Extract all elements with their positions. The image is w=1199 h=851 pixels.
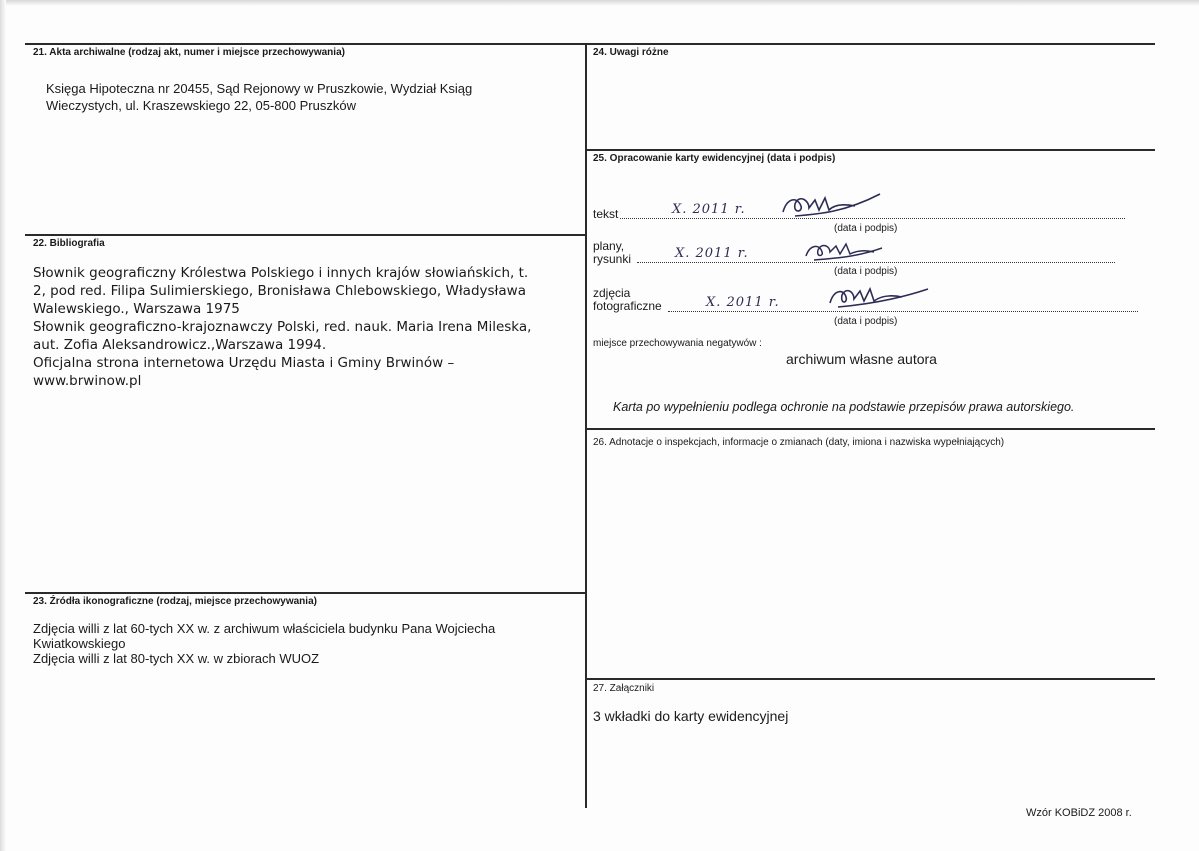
section-26-header: 26. Adnotacje o inspekcjach, informacje o zmianach (daty, imiona i nazwiska wypełniających) bbox=[593, 437, 1005, 448]
negatives-location-value: archiwum własne autora bbox=[786, 351, 937, 367]
scan-edge-left bbox=[0, 0, 6, 851]
negatives-location-label: miejsce przechowywania negatywów : bbox=[593, 338, 762, 349]
sig-row-plans-date: X. 2011 r. bbox=[675, 246, 749, 261]
sig-row-photos-sub: (data i podpis) bbox=[834, 316, 898, 327]
section-27-header: 27. Załączniki bbox=[593, 683, 655, 694]
section-22-header: 22. Bibliografia bbox=[33, 238, 105, 249]
section-22-text: Słownik geograficzny Królestwa Polskiego i innych krajów słowiańskich, t. 2, pod red. Filipa Sulimierskiego, Bronisława Chlebowskiego, Władysława Walewskiego., Warszawa 1975 Słownik geograficzno-krajoznawczy Polski, red. nauk. Maria Irena Mileska, aut. Zofia Aleksandrowicz.,Warszawa 1994. Oficjalna strona internetowa Urzędu Miasta i Gminy Brwinów – www.brwinow.pl bbox=[33, 265, 532, 389]
section-21-text: Księga Hipoteczna nr 20455, Sąd Rejonowy w Pruszkowie, Wydział Ksiąg Wieczystych, ul. Kraszewskiego 22, 05-800 Pruszków bbox=[46, 81, 473, 113]
copyright-notice: Karta po wypełnieniu podlega ochronie na podstawie przepisów prawa autorskiego. bbox=[613, 400, 1075, 414]
sig-row-text-sub: (data i podpis) bbox=[834, 223, 898, 234]
top-border-line bbox=[25, 43, 1155, 45]
signature-1 bbox=[775, 190, 885, 227]
sig-row-text-label: tekst bbox=[593, 207, 619, 221]
section-23-text: Zdjęcia willi z lat 60-tych XX w. z archiwum właściciela budynku Pana Wojciecha Kwiatkowskiego Zdjęcia willi z lat 80-tych XX w. w zbiorach WUOZ bbox=[33, 621, 496, 666]
line-above-25 bbox=[587, 149, 1155, 151]
sig-row-plans-label: plany, rysunki bbox=[593, 239, 632, 266]
line-above-22 bbox=[25, 234, 587, 236]
section-27-text: 3 wkładki do karty ewidencyjnej bbox=[593, 708, 789, 724]
center-divider-line bbox=[585, 43, 587, 808]
line-above-27 bbox=[587, 678, 1155, 680]
section-25-header: 25. Opracowanie karty ewidencyjnej (data i podpis) bbox=[593, 153, 836, 164]
sig-row-photos-label: zdjęcia fotograficzne bbox=[593, 286, 662, 313]
line-above-23 bbox=[25, 592, 587, 594]
section-23-header: 23. Źródła ikonograficzne (rodzaj, miejsce przechowywania) bbox=[33, 596, 317, 607]
line-above-26 bbox=[587, 428, 1155, 430]
sig-row-photos-date: X. 2011 r. bbox=[706, 295, 780, 310]
form-template-footer: Wzór KOBiDZ 2008 r. bbox=[1026, 807, 1132, 819]
sig-row-text-date: X. 2011 r. bbox=[672, 202, 746, 217]
section-21-header: 21. Akta archiwalne (rodzaj akt, numer i miejsce przechowywania) bbox=[33, 47, 345, 58]
sig-row-plans-sub: (data i podpis) bbox=[834, 266, 898, 277]
section-24-header: 24. Uwagi różne bbox=[593, 47, 669, 58]
scan-edge-top bbox=[0, 0, 1199, 6]
signature-3 bbox=[822, 283, 932, 318]
signature-2 bbox=[800, 238, 890, 269]
